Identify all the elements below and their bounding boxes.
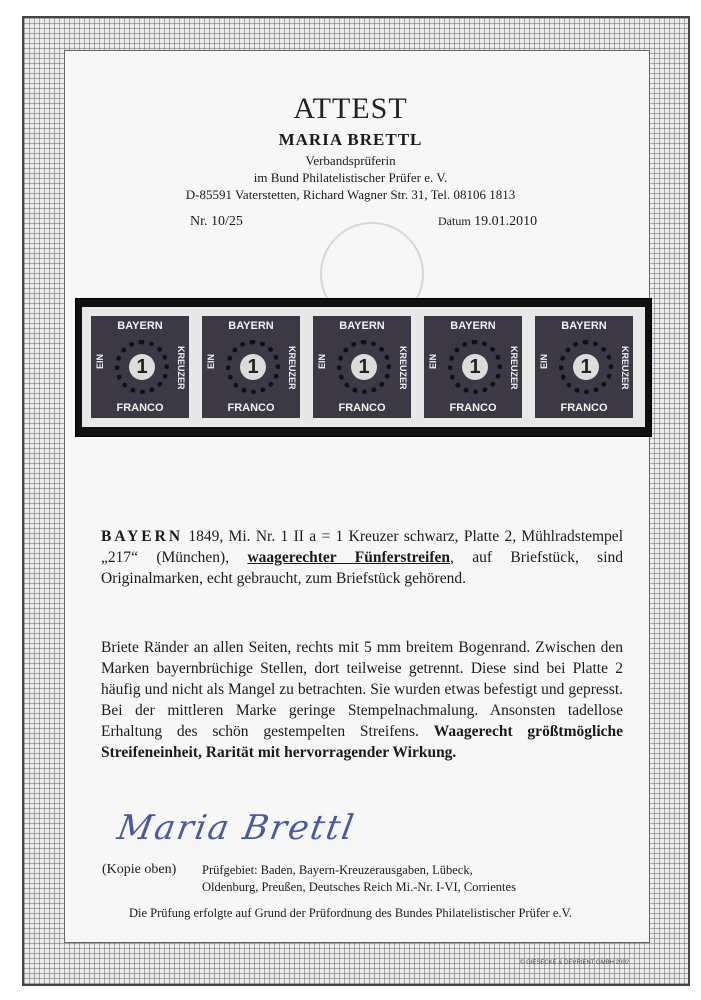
stamp-bottom-text: FRANCO — [560, 402, 608, 414]
stamp-right-text: KREUZER — [509, 346, 519, 390]
stamp-top-text: BAYERN — [117, 320, 163, 332]
stamp-top-text: BAYERN — [228, 320, 274, 332]
issuer-role: Verbandsprüferin — [305, 153, 396, 168]
copy-note: (Kopie oben) — [102, 862, 177, 877]
examination-scope-line2: Oldenburg, Preußen, Deutsches Reich Mi.-Nr. I-VI, Corrientes — [202, 880, 516, 894]
footer-note: Die Prüfung erfolgte auf Grund der Prüfordnung des Bundes Philatelistischer Prüfer e.V. — [128, 906, 573, 920]
stamp-numeral: 1 — [129, 354, 155, 380]
stamp-right-text: KREUZER — [287, 346, 297, 390]
stamp-right-text: KREUZER — [176, 346, 186, 390]
issuer-association: im Bund Philatelistischer Prüfer e. V. — [253, 170, 448, 185]
stamp-left-text: EIN — [206, 354, 216, 370]
description-text-a: 1849, Mi. Nr. 1 II a = 1 Kreuzer schwarz, Platte 2, Mühlradstempel „217“ (München), — [101, 528, 623, 566]
stamp-bottom-text: FRANCO — [449, 402, 497, 414]
issuer-name: MARIA BRETTL — [278, 130, 423, 149]
condition-conclusion: Waagerecht größtmögliche Streifeneinheit, Rarität mit hervorragender Wirkung. — [101, 723, 624, 761]
stamp-numeral: 1 — [462, 354, 488, 380]
condition-text: Briete Ränder an allen Seiten, rechts mit 5 mm breitem Bogenrand. Zwischen den Marken bayernbrüchige Stellen, dort teilweise getrennt. Diese sind bei Platte 2 häufig und nicht als Mangel zu betrachten. Sie wurden etwas befestigt und gepresst. Bei der mittleren Marke geringe Stempelnachmalung. Ansonsten tadellose Erhaltung des schön gestempelten Streifens. — [101, 639, 623, 740]
cancellation-mark — [226, 340, 280, 394]
datum-value: 19.01.2010 — [474, 214, 538, 229]
stamp-4 — [421, 313, 525, 421]
certificate-date — [438, 214, 537, 230]
cancellation-mark — [115, 340, 169, 394]
stamp-1 — [88, 313, 192, 421]
examination-scope — [202, 862, 516, 896]
examination-scope-line1: Prüfgebiet: Baden, Bayern-Kreuzerausgaben, Lübeck, — [202, 863, 473, 877]
stamp-2 — [199, 313, 303, 421]
cancellation-mark — [337, 340, 391, 394]
stamp-3 — [310, 313, 414, 421]
stamp-numeral: 1 — [240, 354, 266, 380]
stamp-top-text: BAYERN — [339, 320, 385, 332]
strip-type-highlight: waagerechter Fünferstreifen — [247, 549, 451, 566]
nr-label: Nr. — [190, 214, 208, 229]
stamp-numeral: 1 — [573, 354, 599, 380]
stamp-left-text: EIN — [317, 354, 327, 370]
issuer-address: D-85591 Vaterstetten, Richard Wagner Str. 31, Tel. 08106 1813 — [185, 187, 516, 202]
country-name: BAYERN — [101, 528, 184, 545]
condition-paragraph — [101, 637, 623, 763]
description-paragraph — [101, 526, 623, 589]
description-text-b: , auf Briefstück, sind Originalmarken, echt gebraucht, zum Briefstück gehörend. — [101, 549, 624, 587]
stamp-top-text: BAYERN — [561, 320, 607, 332]
nr-value: 10/25 — [211, 214, 243, 229]
cancellation-mark — [448, 340, 502, 394]
stamp-5 — [532, 313, 636, 421]
stamp-right-text: KREUZER — [620, 346, 630, 390]
stamp-right-text: KREUZER — [398, 346, 408, 390]
stamp-left-text: EIN — [95, 354, 105, 370]
stamp-bottom-text: FRANCO — [227, 402, 275, 414]
certificate-number — [190, 214, 243, 230]
stamp-bottom-text: FRANCO — [116, 402, 164, 414]
handwritten-signature: Maria Brettl — [114, 808, 359, 848]
printer-imprint: © GIESECKE & DEVRIENT GMBH 2002 — [520, 960, 630, 966]
cancellation-mark — [559, 340, 613, 394]
stamp-strip-image — [75, 298, 652, 437]
stamp-left-text: EIN — [428, 354, 438, 370]
briefstueck — [82, 307, 645, 427]
stamp-left-text: EIN — [539, 354, 549, 370]
certificate-title: ATTEST — [293, 92, 408, 125]
stamp-top-text: BAYERN — [450, 320, 496, 332]
stamp-numeral: 1 — [351, 354, 377, 380]
datum-label: Datum — [438, 214, 471, 228]
stamp-bottom-text: FRANCO — [338, 402, 386, 414]
